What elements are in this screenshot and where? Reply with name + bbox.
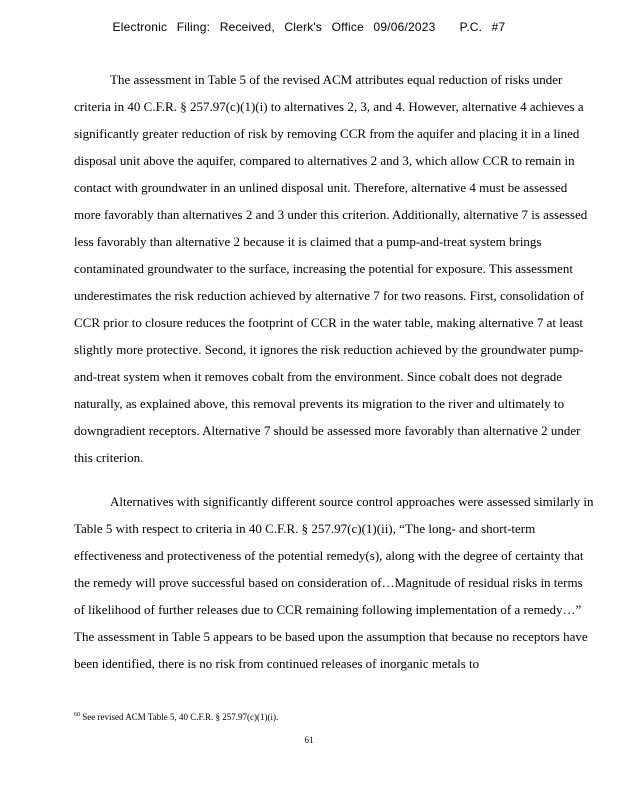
filing-label: Electronic Filing: Received, Clerk's Office 09/06/2023 bbox=[112, 20, 436, 34]
footnote bbox=[74, 712, 278, 722]
paragraph-2-text: Alternatives with significantly different source control approaches were assessed similarly in Table 5 with respect to criteria in 40 C.F.R. § 257.97(c)(1)(ii), “The long- and short-term effectiveness and protectiveness of the potential remedy(s), along with the degree of certainty that the remedy will prove successful based on consideration of…Magnitude of residual risks in terms of likelihood of further releases due to CCR remaining following implementation of a remedy…” The assessment in Table 5 appears to be based upon the assumption that because no receptors have been identified, there is no risk from continued releases of inorganic metals to bbox=[74, 494, 594, 671]
filing-stamp-header bbox=[0, 20, 618, 34]
pc-number: P.C. #7 bbox=[459, 20, 506, 34]
paragraph-1-text: The assessment in Table 5 of the revised ACM attributes equal reduction of risks under criteria in 40 C.F.R. § 257.97(c)(1)(i) to alternatives 2, 3, and 4. However, alternative 4 achieves a significantly greater reduction of risk by removing CCR from the aquifer and placing it in a lined disposal unit above the aquifer, compared to alternatives 2 and 3, which allow CCR to remain in contact with groundwater in an unlined disposal unit. Therefore, alternative 4 must be assessed more favorably than alternatives 2 and 3 under this criterion. Additionally, alternative 7 is assessed less favorably than alternative 2 because it is claimed that a pump-and-treat system brings contaminated groundwater to the surface, increasing the potential for exposure. This assessment underestimates the risk reduction achieved by alternative 7 for two reasons. First, consolidation of CCR prior to closure reduces the footprint of CCR in the water table, making alternative 7 at least slightly more protective. Second, it ignores the risk reduction achieved by the groundwater pump-and-treat system when it removes cobalt from the environment. Since cobalt does not degrade naturally, as explained above, this removal prevents its migration to the river and ultimately to downgradient receptors. Alternative 7 should be assessed more favorably than alternative 2 under this criterion. bbox=[74, 72, 588, 465]
footnote-text: See revised ACM Table 5, 40 C.F.R. § 257.97(c)(1)(i). bbox=[82, 712, 279, 722]
footnote-marker: 60 bbox=[74, 712, 80, 718]
page-number: 61 bbox=[304, 735, 314, 745]
body-paragraph-1 bbox=[74, 66, 594, 471]
body-paragraph-2 bbox=[74, 488, 594, 677]
